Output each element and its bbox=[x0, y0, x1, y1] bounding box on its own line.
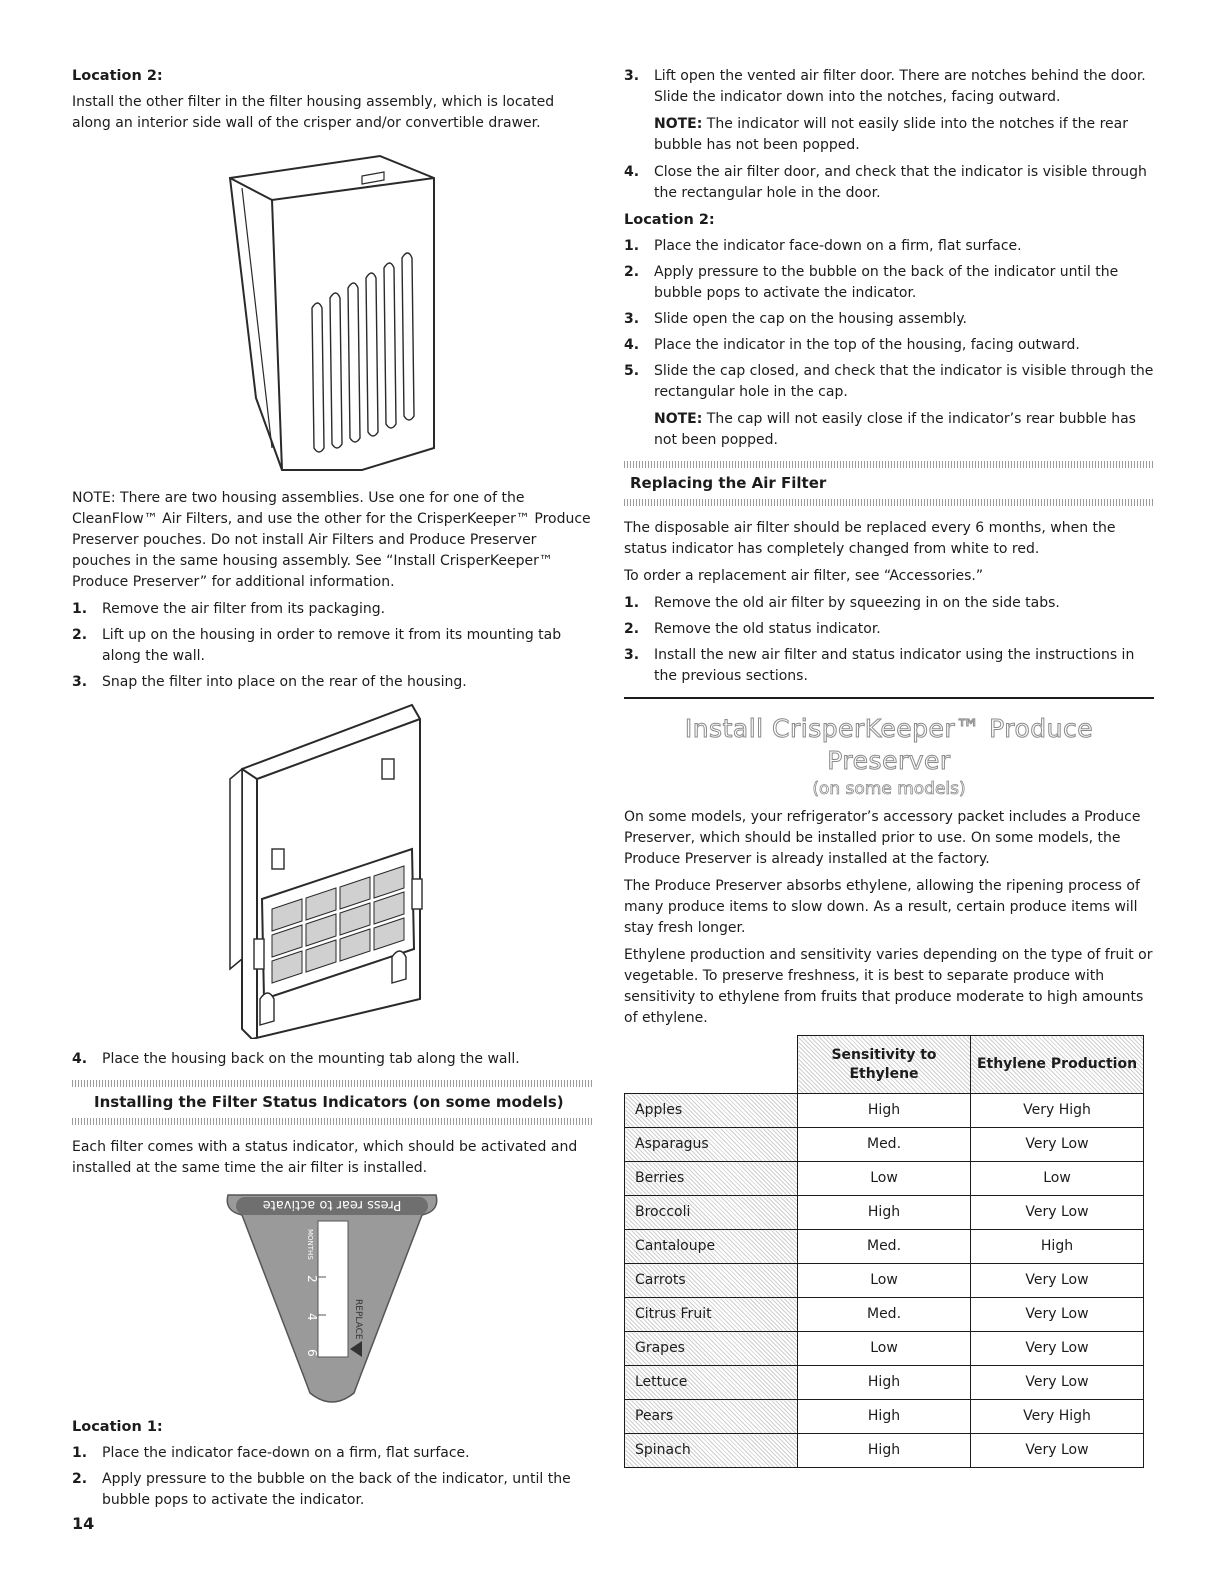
housing-note: NOTE: There are two housing assemblies. Use one for one of the CleanFlow™ Air Filters, and use the other for the CrisperKeeper™ Produce Preserver pouches. Do not install Air Filters and Produce Preserver pouches in the same housing assembly. See “Install CrisperKeeper™ Produce Preserver” for additional information. bbox=[72, 490, 591, 590]
filter-steps bbox=[72, 599, 592, 693]
production-cell: Very Low bbox=[971, 1196, 1144, 1230]
table-row bbox=[625, 1230, 1144, 1264]
table-row bbox=[625, 1366, 1144, 1400]
production-cell: Very Low bbox=[971, 1434, 1144, 1468]
indicator-month-2: 2 bbox=[305, 1275, 319, 1283]
list-item: 2. Lift up on the housing in order to remove it from its mounting tab along the wall. bbox=[72, 627, 562, 664]
location2-text: Install the other filter in the filter housing assembly, which is located along an interior side wall of the crisper and/or convertible drawer. bbox=[72, 94, 555, 131]
status-indicator-heading: Installing the Filter Status Indicators (on some models) bbox=[94, 1093, 564, 1111]
production-cell: Very Low bbox=[971, 1332, 1144, 1366]
sensitivity-cell: Low bbox=[798, 1264, 971, 1298]
table-row bbox=[625, 1264, 1144, 1298]
list-item: 1. Place the indicator face-down on a firm, flat surface. bbox=[624, 238, 1022, 254]
list-item: 1. Remove the old air filter by squeezing in on the side tabs. bbox=[624, 595, 1060, 611]
indicator-month-6: 6 bbox=[305, 1349, 319, 1357]
list-item: 1. Place the indicator face-down on a firm, flat surface. bbox=[72, 1445, 470, 1461]
preserver-para-2: The Produce Preserver absorbs ethylene, allowing the ripening process of many produce items to slow down. As a result, certain produce items will stay fresh longer. bbox=[624, 878, 1140, 936]
indicator-months-label: MONTHS bbox=[306, 1229, 314, 1260]
housing-rear-filter-illustration bbox=[202, 699, 462, 1039]
status-indicator-heading-bar bbox=[72, 1080, 592, 1125]
table-row bbox=[625, 1196, 1144, 1230]
table-header-sensitivity: Sensitivity to Ethylene bbox=[798, 1036, 971, 1094]
section-subtitle: (on some models) bbox=[812, 779, 966, 799]
list-item: 2. Remove the old status indicator. bbox=[624, 621, 881, 637]
order-text: To order a replacement air filter, see “Accessories.” bbox=[624, 568, 984, 584]
table-header-production: Ethylene Production bbox=[971, 1036, 1144, 1094]
list-item: 5. Slide the cap closed, and check that the indicator is visible through the rectangular hole in the cap. bbox=[624, 363, 1154, 400]
produce-name-cell: Asparagus bbox=[625, 1128, 798, 1162]
page-number: 14 bbox=[72, 1514, 95, 1533]
table-row bbox=[625, 1298, 1144, 1332]
indicator-banner-text: Press rear to activate bbox=[262, 1197, 402, 1212]
production-cell: Very Low bbox=[971, 1264, 1144, 1298]
production-cell: High bbox=[971, 1230, 1144, 1264]
note-notches: NOTE: The indicator will not easily slide into the notches if the rear bubble has not been popped. bbox=[654, 116, 1128, 153]
status-indicator-text: Each filter comes with a status indicator, which should be activated and installed at the same time the air filter is installed. bbox=[72, 1139, 578, 1176]
replacing-text: The disposable air filter should be replaced every 6 months, when the status indicator has completely changed from white to red. bbox=[624, 520, 1116, 557]
table-body bbox=[625, 1094, 1144, 1468]
sensitivity-cell: High bbox=[798, 1434, 971, 1468]
sensitivity-cell: Med. bbox=[798, 1230, 971, 1264]
section-divider bbox=[624, 697, 1154, 699]
preserver-para-3: Ethylene production and sensitivity varies depending on the type of fruit or vegetable. To preserve freshness, it is best to separate produce with sensitivity to ethylene from fruits that produce moderate to high amounts of ethylene. bbox=[624, 947, 1153, 1026]
produce-name-cell: Citrus Fruit bbox=[625, 1298, 798, 1332]
produce-name-cell: Pears bbox=[625, 1400, 798, 1434]
preserver-para-1: On some models, your refrigerator’s accessory packet includes a Produce Preserver, which should be installed prior to use. On some models, the Produce Preserver is already installed at the factory. bbox=[624, 809, 1141, 867]
production-cell: Low bbox=[971, 1162, 1144, 1196]
production-cell: Very Low bbox=[971, 1128, 1144, 1162]
production-cell: Very High bbox=[971, 1094, 1144, 1128]
list-item: 4. Place the indicator in the top of the housing, facing outward. bbox=[624, 337, 1080, 353]
replacing-heading-bar bbox=[624, 461, 1154, 506]
indicator-replace-label: REPLACE bbox=[353, 1299, 363, 1340]
location2-steps bbox=[624, 236, 1154, 403]
sensitivity-cell: Med. bbox=[798, 1298, 971, 1332]
status-indicator-illustration bbox=[222, 1189, 442, 1409]
sensitivity-cell: High bbox=[798, 1094, 971, 1128]
produce-name-cell: Berries bbox=[625, 1162, 798, 1196]
ethylene-table bbox=[624, 1035, 1144, 1468]
housing-assembly-illustration bbox=[212, 148, 452, 480]
sensitivity-cell: High bbox=[798, 1400, 971, 1434]
list-item: 4. Close the air filter door, and check that the indicator is visible through the rectangular hole in the door. bbox=[624, 164, 1147, 201]
sensitivity-cell: Med. bbox=[798, 1128, 971, 1162]
section-title: Install CrisperKeeper™ Produce Preserver bbox=[684, 714, 1094, 775]
location1-step-4 bbox=[624, 162, 1154, 204]
sensitivity-cell: High bbox=[798, 1196, 971, 1230]
list-item: 2. Apply pressure to the bubble on the back of the indicator, until the bubble pops to activate the indicator. bbox=[72, 1471, 571, 1508]
table-row bbox=[625, 1332, 1144, 1366]
sensitivity-cell: Low bbox=[798, 1162, 971, 1196]
replacing-steps bbox=[624, 593, 1154, 687]
list-item: 3. Slide open the cap on the housing assembly. bbox=[624, 311, 967, 327]
produce-name-cell: Cantaloupe bbox=[625, 1230, 798, 1264]
sensitivity-cell: Low bbox=[798, 1332, 971, 1366]
sensitivity-cell: High bbox=[798, 1366, 971, 1400]
table-row bbox=[625, 1434, 1144, 1468]
indicator-month-4: 4 bbox=[305, 1313, 319, 1321]
location2-heading-right: Location 2: bbox=[624, 212, 715, 228]
table-row bbox=[625, 1162, 1144, 1196]
produce-name-cell: Grapes bbox=[625, 1332, 798, 1366]
produce-name-cell: Broccoli bbox=[625, 1196, 798, 1230]
produce-name-cell: Apples bbox=[625, 1094, 798, 1128]
produce-name-cell: Carrots bbox=[625, 1264, 798, 1298]
left-column bbox=[72, 66, 592, 1517]
list-item: 3. Install the new air filter and status indicator using the instructions in the previous sections. bbox=[624, 647, 1135, 684]
list-item: 4. Place the housing back on the mounting tab along the wall. bbox=[72, 1051, 520, 1067]
list-item: 3. Snap the filter into place on the rear of the housing. bbox=[72, 674, 467, 690]
list-item: 3. Lift open the vented air filter door. There are notches behind the door. Slide the indicator down into the notches, facing outward. bbox=[624, 68, 1146, 105]
table-header-blank bbox=[625, 1036, 798, 1094]
produce-name-cell: Spinach bbox=[625, 1434, 798, 1468]
list-item: 1. Remove the air filter from its packaging. bbox=[72, 601, 386, 617]
location1-steps bbox=[72, 1443, 592, 1511]
note-cap: NOTE: The cap will not easily close if the indicator’s rear bubble has not been popped. bbox=[654, 411, 1136, 448]
location1-steps-continued bbox=[624, 66, 1154, 108]
table-row bbox=[625, 1128, 1144, 1162]
replacing-heading: Replacing the Air Filter bbox=[630, 474, 827, 492]
table-header-row bbox=[625, 1036, 1144, 1094]
filter-step-4 bbox=[72, 1049, 592, 1070]
location2-heading: Location 2: bbox=[72, 68, 163, 84]
table-row bbox=[625, 1400, 1144, 1434]
produce-name-cell: Lettuce bbox=[625, 1366, 798, 1400]
table-row bbox=[625, 1094, 1144, 1128]
production-cell: Very High bbox=[971, 1400, 1144, 1434]
list-item: 2. Apply pressure to the bubble on the back of the indicator until the bubble pops to activate the indicator. bbox=[624, 264, 1119, 301]
right-column bbox=[624, 66, 1154, 1468]
location1-heading: Location 1: bbox=[72, 1419, 163, 1435]
production-cell: Very Low bbox=[971, 1366, 1144, 1400]
production-cell: Very Low bbox=[971, 1298, 1144, 1332]
